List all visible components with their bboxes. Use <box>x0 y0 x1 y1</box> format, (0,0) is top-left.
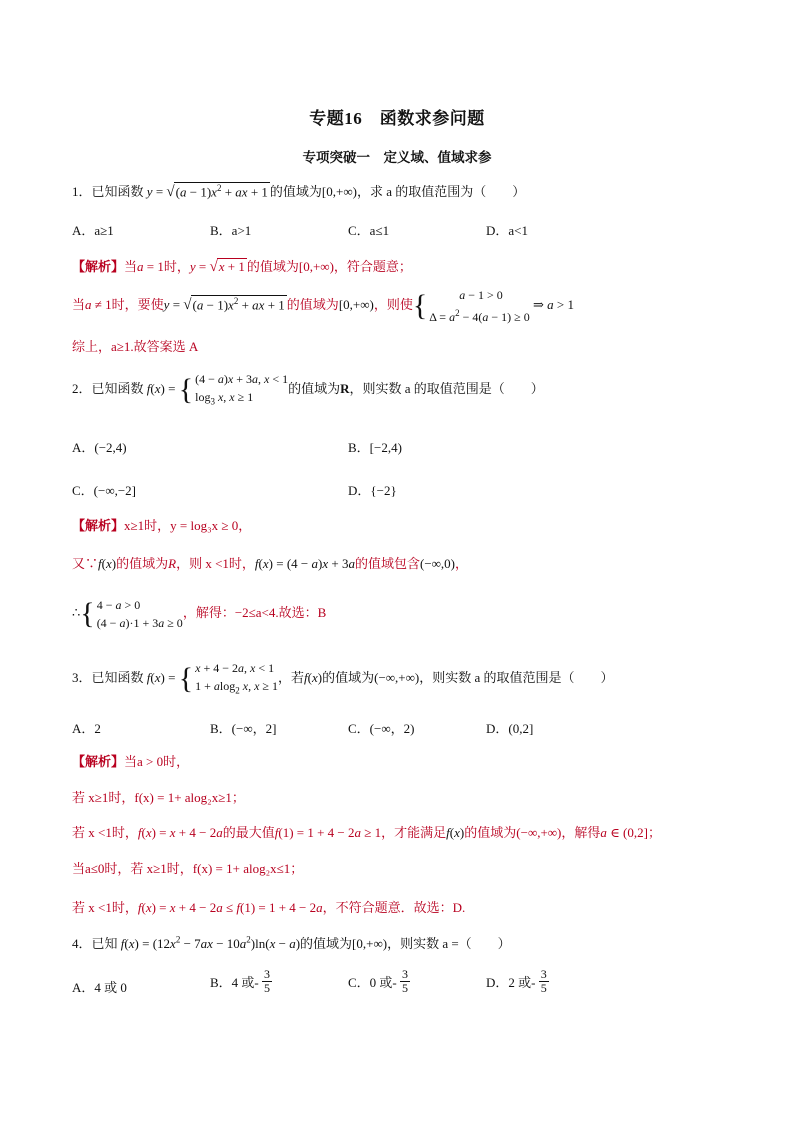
section-subtitle: 专项突破一 定义域、值域求参 <box>302 150 492 165</box>
q3-solution-line3: 若 x <1时，f(x) = x + 4 − 2a的最大值f(1) = 1 + 4 − 2a ≥ 1，才能满足f(x)的值域为(−∞,+∞)，解得a ∈ (0,2]； <box>72 825 661 840</box>
q1-solution-line1: 【解析】当a = 1时，y = √x + 1 的值域为[0,+∞)，符合题意； <box>72 259 412 275</box>
q3-option-d[interactable]: D．(0,2] <box>486 721 534 736</box>
q4-option-d[interactable]: D．2 或- $\frac{3}{5}$ <box>486 967 547 995</box>
fraction: $\frac{3}{5}$ <box>402 967 409 995</box>
q4-option-c[interactable]: C．0 或- $\frac{3}{5}$ <box>348 967 409 995</box>
q2-solution-line2: 又∵f(x)的值域为R，则 x <1时，f(x) = (4 − a)x + 3a的值域包含(−∞,0)， <box>72 556 469 571</box>
q2-option-a[interactable]: A．(−2,4) <box>72 440 127 455</box>
q3-option-a[interactable]: A．2 <box>72 721 101 736</box>
q4-option-a[interactable]: A．4 或 0 <box>72 980 127 995</box>
q1-option-b[interactable]: B．a>1 <box>210 223 252 238</box>
q2-solution-line3: ∴{ 4 − a > 0 (4 − a)·1 + 3a ≥ 0，解得：−2≤a<4.故选：B <box>72 597 327 630</box>
fraction: $\frac{3}{5}$ <box>264 967 271 995</box>
q3-stem: 3．已知函数 f(x) = { x + 4 − 2a, x < 1 1 + alog$_2$ x, x ≥ 1，若f(x)的值域为(−∞,+∞)，则实数 a 的取值范围是（ ） <box>72 661 614 696</box>
q2-stem: 2．已知函数 f(x) = { (4 − a)x + 3a, x < 1 $\log_3 x$, x ≥ 1的值域为R，则实数 a 的取值范围是（ ） <box>72 372 544 407</box>
q3-option-b[interactable]: B．(−∞，2] <box>210 721 277 736</box>
fraction: $\frac{3}{5}$ <box>540 967 547 995</box>
q1-solution-line3: 综上，a≥1.故答案选 A <box>72 339 199 354</box>
q2-option-d[interactable]: D．{−2} <box>348 483 397 498</box>
q3-solution-line4: 当a≤0时，若 x≥1时，f(x) = 1+ alog₂x≤1； <box>72 861 304 876</box>
q1-solution-line2: 当a ≠ 1时，要使$y = √(a - 1)x^2$ + ax + 1 的值域为[0,+∞)，则使{ a − 1 > 0 $\Delta = a^2 - 4(a - 1) \ge 0$ ⇒ a > 1 <box>72 288 574 324</box>
q4-option-b[interactable]: B．4 或- $\frac{3}{5}$ <box>210 967 271 995</box>
page-title: 专题16 函数求参问题 <box>309 109 485 128</box>
q2-option-b[interactable]: B．[−2,4) <box>348 440 402 455</box>
q1-option-d[interactable]: D．a<1 <box>486 223 528 238</box>
q4-stem: 4．已知 $f(x) = (12x^2 - 7ax - 10a^2)\ln(x - a)$的值域为[0,+∞)，则实数 a =（ ） <box>72 934 511 951</box>
q1-stem: 1．已知函数 $y = √(a - 1)x^2$ + ax + 1 的值域为[0,+∞)，求 a 的取值范围为（ ） <box>72 182 526 200</box>
q3-solution-line5: 若 x <1时，f(x) = x + 4 − 2a ≤ f(1) = 1 + 4 − 2a，不符合题意．故选：D. <box>72 900 466 915</box>
q3-solution-line2: 若 x≥1时，f(x) = 1+ alog₂x≥1； <box>72 790 245 805</box>
q3-option-c[interactable]: C．(−∞，2) <box>348 721 415 736</box>
q1-option-a[interactable]: A．a≥1 <box>72 223 114 238</box>
q3-solution-line1: 【解析】当a > 0时， <box>72 754 190 769</box>
q2-solution-line1: 【解析】x≥1时，y = log₃x ≥ 0， <box>72 518 252 533</box>
q1-option-c[interactable]: C．a≤1 <box>348 223 390 238</box>
q2-option-c[interactable]: C．(−∞,−2] <box>72 483 137 498</box>
